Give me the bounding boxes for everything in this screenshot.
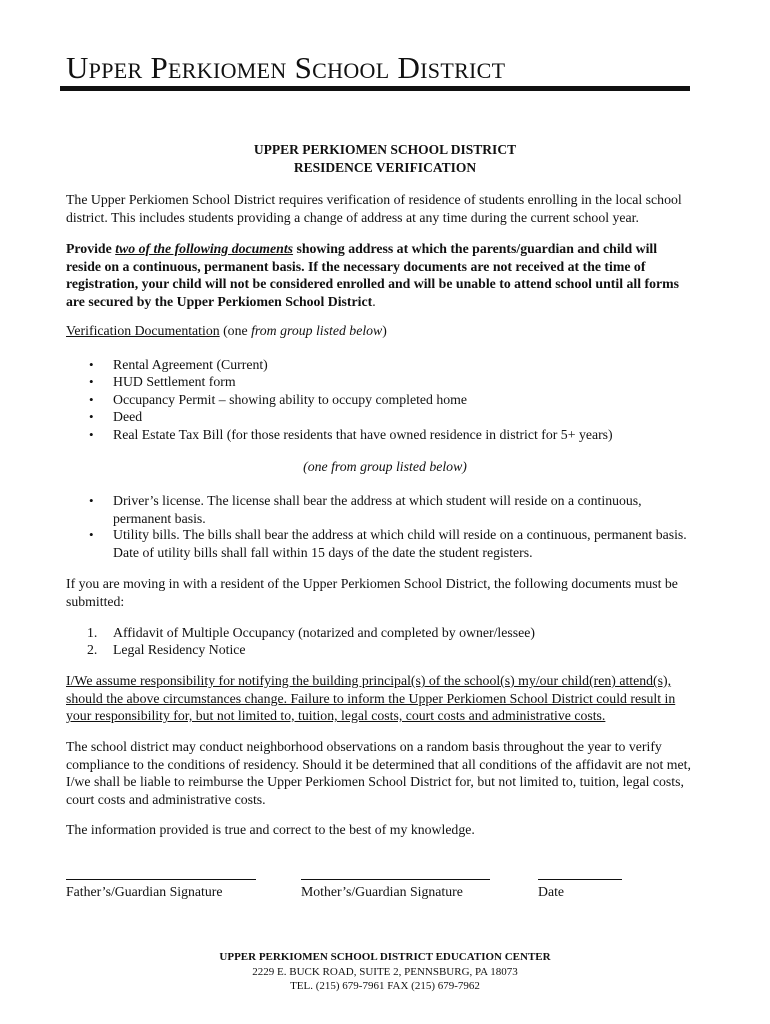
bullet-icon: • (89, 392, 94, 407)
bullet-icon: • (89, 374, 94, 389)
list-item: • Utility bills. The bills shall bear the address at which child will reside on a continuous, permanent basis. Date of utility bills shall fall within 15 days of the date the student registers. (89, 527, 687, 560)
provide-paragraph (66, 240, 692, 310)
father-signature-line[interactable] (66, 879, 256, 880)
list-item: 2. Legal Residency Notice (87, 642, 246, 657)
list-item: • Rental Agreement (Current) (89, 357, 268, 372)
list-item: • HUD Settlement form (89, 374, 236, 389)
list-item: • Real Estate Tax Bill (for those residents that have owned residence in district for 5+ years) (89, 427, 613, 442)
bullet-icon: • (89, 357, 94, 372)
observation-paragraph: The school district may conduct neighborhood observations on a random basis throughout the year to verify compliance to the conditions of residency. Should it be determined that all conditions of the affidavit are not met, I/we shall be liable to reimburse the Upper Perkiomen School District for, but not limited to, tuition, legal costs, court costs and administrative costs. (66, 739, 691, 807)
date-label: Date (538, 884, 565, 899)
provide-body: showing address at which the parents/guardian and child will reside on a continuous, permanent basis. If the necessary documents are not received at the time of registration, your child will not be considered enrolled and will be unable to attend school until all forms are secured by the Upper Perkiomen School District (66, 241, 679, 309)
provide-emphasis: two of the following documents (115, 241, 294, 256)
provide-end: . (372, 293, 376, 309)
list-item: • Deed (89, 409, 143, 424)
father-signature-label: Father’s/Guardian Signature (66, 884, 223, 899)
bullet-icon: • (89, 493, 94, 508)
moving-paragraph: If you are moving in with a resident of the Upper Perkiomen School District, the following documents must be submitted: (66, 576, 678, 609)
provide-lead: Provide (66, 241, 112, 256)
verification-paren-close: ) (382, 323, 387, 338)
intro-paragraph: The Upper Perkiomen School District requires verification of residence of students enrolling in the local school district. This includes students providing a change of address at any time during the current school year. (66, 192, 682, 225)
verification-heading: Verification Documentation (66, 323, 220, 338)
footer-phone: TEL. (215) 679-7961 FAX (215) 679-7962 (290, 980, 480, 992)
list-item: • Occupancy Permit – showing ability to occupy completed home (89, 392, 468, 407)
bullet-icon: • (89, 409, 94, 424)
mother-signature-label: Mother’s/Guardian Signature (301, 884, 463, 899)
attestation-paragraph: The information provided is true and correct to the best of my knowledge. (66, 822, 475, 837)
bullet-icon: • (89, 427, 94, 442)
group2-label: (one from group listed below) (303, 459, 467, 474)
document-title-line1: UPPER PERKIOMEN SCHOOL DISTRICT (253, 142, 517, 157)
verification-paren-open: (one (219, 323, 252, 338)
list-item: • Driver’s license. The license shall bear the address at which student will reside on a continuous, permanent basis. (89, 493, 642, 526)
footer-org: UPPER PERKIOMEN SCHOOL DISTRICT EDUCATION CENTER (219, 951, 551, 963)
document-title-line2: RESIDENCE VERIFICATION (293, 160, 477, 175)
list-item: 1. Affidavit of Multiple Occupancy (notarized and completed by owner/lessee) (87, 625, 535, 640)
letterhead: Upper Perkiomen School District (66, 50, 506, 85)
footer-address: 2229 E. BUCK ROAD, SUITE 2, PENNSBURG, PA 18073 (252, 966, 518, 978)
letterhead-rule (60, 86, 690, 91)
responsibility-paragraph: I/We assume responsibility for notifying the building principal(s) of the school(s) my/our child(ren) attend(s), should the above circumstances change. Failure to inform the Upper Perkiomen School District could result in your responsibility for, but not limited to, tuition, legal costs, court costs and administrative costs. (66, 673, 676, 723)
date-line[interactable] (538, 879, 622, 880)
bullet-icon: • (89, 527, 94, 542)
list-number: 2. (87, 642, 98, 657)
verification-paren-italic: from group listed below (251, 323, 383, 338)
list-number: 1. (87, 625, 98, 640)
verification-heading-line (66, 322, 692, 340)
mother-signature-line[interactable] (301, 879, 490, 880)
